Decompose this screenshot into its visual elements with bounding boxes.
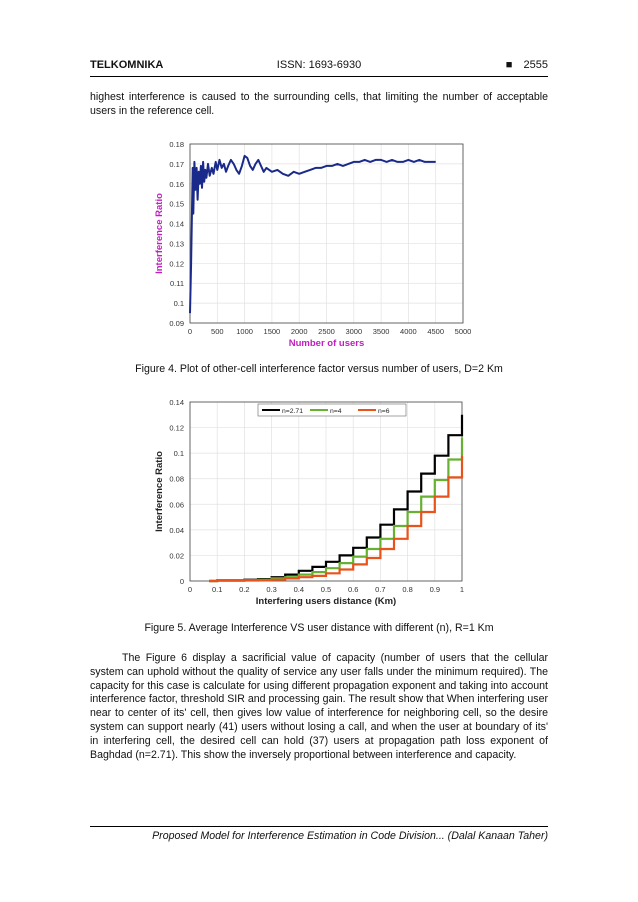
fig4-xtick-label: 0 [187,327,193,336]
page-number-value: 2555 [523,59,548,71]
fig5-legend-label: n=2.71 [282,408,303,415]
header-rule [90,76,548,77]
fig5-ytick-label: 0.02 [169,551,184,561]
figure4-chart [150,138,480,350]
fig5-xtick-label: 0.1 [211,585,223,594]
fig4-x-axis-label: Number of users [288,338,365,349]
fig5-legend [258,404,406,416]
fig4-grid [190,144,463,323]
fig4-xtick-label: 3500 [372,327,390,336]
fig5-xtick-label: 0.7 [375,585,386,594]
page-number [506,59,548,71]
fig4-ytick-label: 0.15 [169,199,184,209]
fig5-xtick-label: 0.5 [320,585,332,594]
fig5-x-ticks [188,585,464,594]
fig4-ytick-label: 0.13 [169,239,184,249]
fig4-y-axis-label: Interference Ratio [154,193,165,274]
fig4-ytick-label: 0.11 [169,279,184,289]
fig5-ytick-label: 0.04 [169,525,184,535]
fig4-xtick-label: 500 [211,327,224,336]
fig5-xtick-label: 0.8 [402,585,413,594]
footer-text: Proposed Model for Interference Estimation in Code Division... (Dalal Kanaan Taher) [152,830,548,842]
fig4-xtick-label: 3000 [345,327,363,336]
fig5-ytick-label: 0.1 [173,449,184,459]
paragraph-body: The Figure 6 display a sacrificial value of capacity (number of users that the cellular system can uphold without the quality of service any user falls under the minimum required). The capacity for this case is calculate for using different propagation exponent and taking into account interference factor, threshold SIR and processing gain. The result show that When interfering user near to center of its' cell, then gives low value of interference for neighboring cell, so the desire system can support nearly (41) users without losing a call, and when the user at boundary of its' in interfering cell, the desired cell can hold (37) users at propagation path loss exponent of Baghdad (n=2.71). This show the inversely proportional between interference and capacity. [90,652,548,761]
fig5-y-axis-label: Interference Ratio [154,451,165,532]
fig5-xtick-label: 1 [459,585,465,594]
fig5-legend-label: n=6 [378,408,390,415]
fig4-ytick-label: 0.12 [169,259,184,269]
fig4-ytick-label: 0.17 [169,159,184,169]
fig5-xtick-label: 0.2 [239,585,250,594]
fig5-ytick-label: 0 [179,577,184,586]
fig4-ytick-label: 0.16 [169,179,184,189]
fig5-xtick-label: 0.6 [347,585,359,594]
fig4-x-ticks [188,327,471,336]
fig5-xtick-label: 0.9 [429,585,441,594]
figure5-chart [150,396,480,610]
fig5-ytick-label: 0.08 [169,474,184,484]
journal-name: TELKOMNIKA [90,59,164,71]
fig5-y-ticks [169,398,184,586]
fig4-xtick-label: 4500 [427,327,445,336]
fig4-xtick-label: 1000 [236,327,253,336]
fig5-xtick-label: 0.4 [293,585,305,594]
fig5-xtick-label: 0.3 [266,585,277,594]
fig4-y-ticks [169,140,184,328]
footer-rule [90,826,548,827]
fig5-legend-label: n=4 [330,408,342,415]
figure4-caption: Figure 4. Plot of other-cell interference factor versus number of users, D=2 Km [135,363,503,375]
page-marker: ■ [505,59,513,71]
fig5-series-1-line [209,438,462,581]
paragraph-intro: highest interference is caused to the surrounding cells, that limiting the number of acceptable users in the reference cell. [90,91,548,117]
fig5-xtick-label: 0 [187,585,193,594]
fig4-ytick-label: 0.09 [169,319,184,328]
fig4-xtick-label: 2500 [318,327,335,336]
fig4-ytick-label: 0.1 [173,299,184,309]
fig5-ytick-label: 0.06 [169,500,184,510]
issn: ISSN: 1693-6930 [276,59,362,71]
fig4-xtick-label: 4000 [400,327,417,336]
fig4-xtick-label: 2000 [290,327,308,336]
fig4-xtick-label: 5000 [454,327,472,336]
fig4-series-line [190,156,436,313]
fig4-ytick-label: 0.18 [169,140,184,149]
fig5-series-group [209,415,462,581]
fig5-series-0-line [209,415,462,581]
fig5-ytick-label: 0.12 [169,423,184,433]
figure5-caption: Figure 5. Average Interference VS user distance with different (n), R=1 Km [144,622,494,634]
fig4-xtick-label: 1500 [263,327,281,336]
fig5-ytick-label: 0.14 [169,398,184,407]
fig4-ytick-label: 0.14 [169,219,184,229]
fig5-x-axis-label: Interfering users distance (Km) [255,596,397,607]
